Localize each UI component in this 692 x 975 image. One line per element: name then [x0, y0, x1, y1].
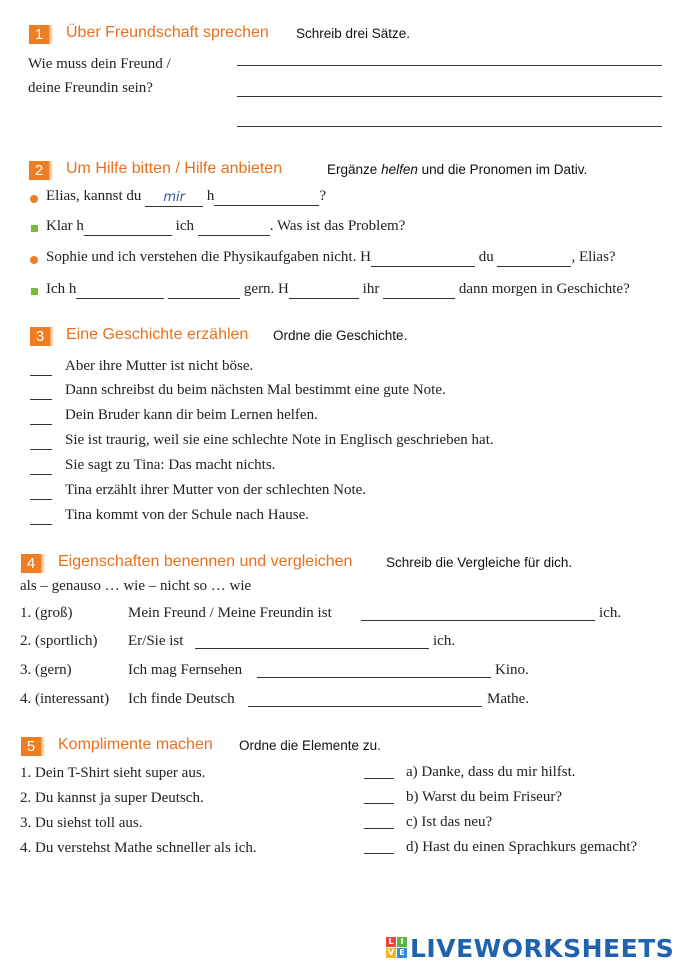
response-item: b) Warst du beim Friseur? [406, 789, 562, 805]
bullet-square [31, 288, 38, 295]
gap-6[interactable] [497, 249, 571, 267]
gap-2[interactable] [214, 188, 319, 206]
section-1-instruction: Schreib drei Sätze. [296, 26, 411, 41]
comparison-end: ich. [433, 633, 456, 649]
story-item: Tina erzählt ihrer Mutter von der schlechten Note. [65, 482, 367, 498]
section-4-title: Eigenschaften benennen und vergleichen [58, 553, 353, 570]
order-blank[interactable] [30, 424, 52, 425]
gap-8[interactable] [168, 281, 240, 299]
response-item: c) Ist das neu? [406, 814, 493, 830]
order-blank[interactable] [30, 499, 52, 500]
comparison-gap[interactable] [361, 620, 595, 621]
comparison-text: Ich mag Fernsehen [128, 662, 243, 678]
liveworksheets-logo: LIVEWORKSHEETS [410, 934, 675, 963]
bullet-square [31, 225, 38, 232]
gap-5[interactable] [371, 249, 475, 267]
dialog-line-1: Elias, kannst du mir h ? [46, 188, 327, 205]
gap-7[interactable] [76, 281, 164, 299]
comparison-end: Kino. [495, 662, 529, 678]
dialog-line-2: Klar h ich . Was ist das Problem? [46, 218, 406, 234]
comparison-gap[interactable] [195, 648, 429, 649]
gap-10[interactable] [383, 281, 455, 299]
comparison-end: Mathe. [487, 691, 530, 707]
comparison-end: ich. [599, 605, 622, 621]
section-5-number: 5 [21, 737, 41, 756]
comparison-number: 4. (interessant) [20, 691, 110, 707]
dialog-line-3: Sophie und ich verstehen die Physikaufgaben nicht. H du , Elias? [46, 249, 616, 265]
compliment-item: 2. Du kannst ja super Deutsch. [20, 790, 204, 806]
match-blank[interactable] [364, 853, 394, 854]
answer-line-3[interactable] [237, 126, 662, 127]
comparison-number: 2. (sportlich) [20, 633, 98, 649]
gap-4[interactable] [198, 218, 270, 236]
comparison-text: Er/Sie ist [128, 633, 184, 649]
order-blank[interactable] [30, 399, 52, 400]
match-blank[interactable] [364, 803, 394, 804]
comparison-gap[interactable] [257, 677, 491, 678]
gap-9[interactable] [289, 281, 359, 299]
comparison-number: 1. (groß) [20, 605, 73, 621]
section-5-instruction: Ordne die Elemente zu. [239, 738, 381, 753]
section-2-number: 2 [29, 161, 49, 180]
liveworksheets-logo-icon: L I V E [386, 937, 408, 961]
comparison-gap[interactable] [248, 706, 482, 707]
gap-1[interactable]: mir [145, 189, 203, 207]
section-1-number: 1 [29, 25, 49, 44]
comparison-hint: als – genauso … wie – nicht so … wie [20, 578, 252, 594]
story-item: Sie ist traurig, weil sie eine schlechte Note in Englisch geschrieben hat. [65, 432, 494, 448]
compliment-item: 3. Du siehst toll aus. [20, 815, 143, 831]
bullet-dot [30, 256, 38, 264]
story-item: Aber ihre Mutter ist nicht böse. [65, 358, 254, 374]
order-blank[interactable] [30, 474, 52, 475]
dialog-line-4: Ich h gern. H ihr dann morgen in Geschichte? [46, 281, 630, 297]
section-5-title: Komplimente machen [58, 736, 213, 753]
section-1-title: Über Freundschaft sprechen [66, 24, 269, 41]
story-item: Tina kommt von der Schule nach Hause. [65, 507, 309, 523]
match-blank[interactable] [364, 828, 394, 829]
section-3-number: 3 [30, 327, 50, 346]
section-4-instruction: Schreib die Vergleiche für dich. [386, 555, 573, 570]
story-item: Dann schreibst du beim nächsten Mal bestimmt eine gute Note. [65, 382, 446, 398]
bullet-dot [30, 195, 38, 203]
story-item: Dein Bruder kann dir beim Lernen helfen. [65, 407, 318, 423]
response-item: a) Danke, dass du mir hilfst. [406, 764, 576, 780]
compliment-item: 4. Du verstehst Mathe schneller als ich. [20, 840, 257, 856]
section-2-title: Um Hilfe bitten / Hilfe anbieten [66, 160, 283, 177]
match-blank[interactable] [364, 778, 394, 779]
section-3-instruction: Ordne die Geschichte. [273, 328, 408, 343]
order-blank[interactable] [30, 375, 52, 376]
order-blank[interactable] [30, 524, 52, 525]
gap-3[interactable] [84, 218, 172, 236]
answer-line-2[interactable] [237, 96, 662, 97]
order-blank[interactable] [30, 449, 52, 450]
response-item: d) Hast du einen Sprachkurs gemacht? [406, 839, 638, 855]
comparison-text: Ich finde Deutsch [128, 691, 235, 707]
answer-line-1[interactable] [237, 65, 662, 66]
story-item: Sie sagt zu Tina: Das macht nichts. [65, 457, 276, 473]
comparison-number: 3. (gern) [20, 662, 72, 678]
section-2-instruction: Ergänze helfen und die Pronomen im Dativ. [327, 162, 588, 177]
comparison-text: Mein Freund / Meine Freundin ist [128, 605, 332, 621]
section-1-question-line-2: deine Freundin sein? [28, 80, 153, 96]
section-3-title: Eine Geschichte erzählen [66, 326, 249, 343]
section-1-question-line-1: Wie muss dein Freund / [28, 56, 171, 72]
compliment-item: 1. Dein T-Shirt sieht super aus. [20, 765, 206, 781]
section-4-number: 4 [21, 554, 41, 573]
